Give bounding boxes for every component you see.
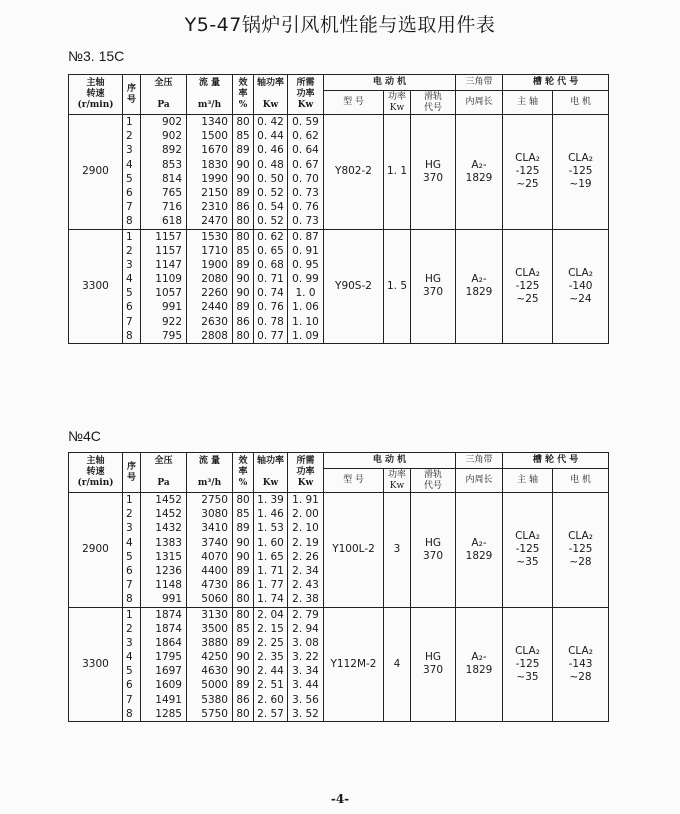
required-power-list-value: 0. 87 [292, 230, 319, 243]
shaft-power-list-value: 0. 42 [257, 116, 284, 128]
pressure-list-value: 1285 [155, 707, 182, 720]
efficiency-list-value: 80 [236, 593, 250, 606]
efficiency-list-value: 85 [236, 622, 250, 635]
table-row [69, 607, 609, 722]
shaft-power-list-value: 1. 39 [257, 494, 284, 506]
required-power-list-value: 3. 08 [292, 636, 319, 649]
required-power-list-value: 1. 09 [292, 329, 319, 342]
flow-list-value: 1500 [201, 130, 228, 143]
pressure-list-value: 922 [161, 315, 182, 328]
header-rail: 滑轨 代号 [411, 469, 456, 493]
speed-cell: 3300 [69, 607, 123, 722]
efficiency-list-value: 89 [236, 144, 250, 157]
pressure-list-value: 1236 [155, 564, 182, 577]
seq-list-value: 2 [126, 130, 133, 143]
required-power-list-value: 1. 0 [295, 287, 316, 300]
pressure-list [141, 493, 187, 608]
required-power-list-value: 3. 22 [292, 651, 319, 664]
shaft-power-list-value: 2. 60 [257, 693, 284, 706]
header-belt: 三角带 [456, 75, 503, 91]
speed-cell: 3300 [69, 229, 123, 344]
efficiency-list-value: 80 [236, 116, 250, 128]
efficiency-list-value: 85 [236, 130, 250, 143]
efficiency-list-value: 90 [236, 651, 250, 664]
pressure-list [141, 607, 187, 722]
shaft-power-list-value: 1. 46 [257, 508, 284, 521]
header-shaft-power: 轴功率 Kw [254, 75, 288, 115]
table-row [69, 115, 609, 230]
header-pressure: 全压 Pa [141, 453, 187, 493]
efficiency-list-value: 80 [236, 494, 250, 506]
shaft-power-list-value: 0. 77 [257, 329, 284, 342]
seq-list-value: 8 [126, 329, 133, 342]
required-power-list [288, 229, 324, 344]
shaft-power-list-value: 0. 74 [257, 287, 284, 300]
efficiency-list-value: 80 [236, 215, 250, 228]
required-power-list-value: 3. 52 [292, 707, 319, 720]
efficiency-list [233, 607, 254, 722]
flow-list-value: 1830 [201, 158, 228, 171]
required-power-list-value: 3. 56 [292, 693, 319, 706]
shaft-power-list-value: 1. 53 [257, 522, 284, 535]
shaft-power-list-value: 0. 76 [257, 301, 284, 314]
required-power-list-value: 2. 10 [292, 522, 319, 535]
header-flow: 流 量 m³/h [187, 453, 233, 493]
flow-list-value: 3740 [201, 536, 228, 549]
shaft-power-list [254, 229, 288, 344]
flow-list-value: 5000 [201, 679, 228, 692]
header-motor-group: 电 动 机 [324, 453, 456, 469]
performance-table [68, 452, 609, 722]
shaft-power-list-value: 1. 74 [257, 593, 284, 606]
header-motor-power: 功率 Kw [384, 91, 411, 115]
shaft-power-list-value: 2. 25 [257, 636, 284, 649]
efficiency-list-value: 90 [236, 172, 250, 185]
flow-list [187, 493, 233, 608]
pressure-list-value: 1432 [155, 522, 182, 535]
pulley-main-cell: CLA₂ -125 ~35 [503, 493, 553, 608]
required-power-list-value: 3. 34 [292, 665, 319, 678]
belt-length-cell: A₂- 1829 [456, 229, 503, 344]
motor-model-cell: Y802-2 [324, 115, 384, 230]
seq-list-value: 5 [126, 172, 133, 185]
required-power-list-value: 0. 95 [292, 258, 319, 271]
flow-list [187, 115, 233, 230]
flow-list-value: 5060 [201, 593, 228, 606]
pressure-list-value: 1383 [155, 536, 182, 549]
efficiency-list-value: 80 [236, 230, 250, 243]
required-power-list-value: 3. 44 [292, 679, 319, 692]
pressure-list-value: 1315 [155, 550, 182, 563]
seq-list-value: 5 [126, 550, 133, 563]
flow-list-value: 4630 [201, 665, 228, 678]
seq-list-value: 2 [126, 244, 133, 257]
header-belt: 三角带 [456, 453, 503, 469]
required-power-list-value: 2. 94 [292, 622, 319, 635]
flow-list-value: 5750 [201, 707, 228, 720]
pressure-list-value: 902 [161, 116, 182, 128]
efficiency-list [233, 115, 254, 230]
efficiency-list-value: 90 [236, 287, 250, 300]
seq-list-value: 4 [126, 158, 133, 171]
flow-list-value: 2808 [201, 329, 228, 342]
pressure-list-value: 814 [161, 172, 182, 185]
flow-list [187, 607, 233, 722]
efficiency-list-value: 89 [236, 258, 250, 271]
shaft-power-list-value: 0. 50 [257, 172, 284, 185]
pressure-list-value: 991 [161, 301, 182, 314]
shaft-power-list-value: 0. 65 [257, 244, 284, 257]
header-required-power: 所需 功率 Kw [288, 453, 324, 493]
flow-list-value: 5380 [201, 693, 228, 706]
required-power-list-value: 0. 62 [292, 130, 319, 143]
required-power-list-value: 0. 91 [292, 244, 319, 257]
pulley-main-cell: CLA₂ -125 ~35 [503, 607, 553, 722]
required-power-list-value: 2. 26 [292, 550, 319, 563]
motor-model-cell: Y100L-2 [324, 493, 384, 608]
efficiency-list-value: 89 [236, 301, 250, 314]
efficiency-list-value: 80 [236, 707, 250, 720]
seq-list-value: 5 [126, 287, 133, 300]
efficiency-list-value: 86 [236, 579, 250, 592]
pressure-list-value: 795 [161, 329, 182, 342]
seq-list-value: 7 [126, 579, 133, 592]
header-seq: 序 号 [123, 453, 141, 493]
pressure-list-value: 1452 [155, 494, 182, 506]
shaft-power-list-value: 0. 46 [257, 144, 284, 157]
pressure-list-value: 1452 [155, 508, 182, 521]
header-motor-group: 电 动 机 [324, 75, 456, 91]
belt-length-cell: A₂- 1829 [456, 607, 503, 722]
required-power-list-value: 0. 70 [292, 172, 319, 185]
efficiency-list-value: 86 [236, 315, 250, 328]
required-power-list-value: 2. 43 [292, 579, 319, 592]
flow-list-value: 3500 [201, 622, 228, 635]
flow-list-value: 3130 [201, 608, 228, 621]
seq-list-value: 1 [126, 494, 133, 506]
pressure-list-value: 853 [161, 158, 182, 171]
shaft-power-list-value: 0. 62 [257, 230, 284, 243]
motor-power-cell: 4 [384, 607, 411, 722]
seq-list-value: 7 [126, 693, 133, 706]
header-belt-length: 内周长 [456, 469, 503, 493]
pressure-list-value: 1109 [155, 273, 182, 286]
seq-list-value: 4 [126, 536, 133, 549]
seq-list [123, 607, 141, 722]
pressure-list [141, 229, 187, 344]
shaft-power-list-value: 1. 71 [257, 564, 284, 577]
required-power-list-value: 1. 91 [292, 494, 319, 506]
efficiency-list-value: 86 [236, 693, 250, 706]
header-speed: 主轴 转速 (r/min) [69, 453, 123, 493]
required-power-list-value: 2. 34 [292, 564, 319, 577]
flow-list-value: 2080 [201, 273, 228, 286]
efficiency-list-value: 85 [236, 244, 250, 257]
header-pulley-main: 主 轴 [503, 91, 553, 115]
pressure-list-value: 1157 [155, 244, 182, 257]
flow-list-value: 2260 [201, 287, 228, 300]
efficiency-list-value: 85 [236, 508, 250, 521]
header-pulley-motor: 电 机 [553, 469, 609, 493]
required-power-list-value: 0. 99 [292, 273, 319, 286]
seq-list-value: 3 [126, 522, 133, 535]
seq-list-value: 5 [126, 665, 133, 678]
seq-list [123, 493, 141, 608]
seq-list-value: 8 [126, 593, 133, 606]
header-rail: 滑轨 代号 [411, 91, 456, 115]
required-power-list-value: 2. 19 [292, 536, 319, 549]
pressure-list-value: 716 [161, 201, 182, 214]
shaft-power-list-value: 1. 60 [257, 536, 284, 549]
flow-list-value: 1340 [201, 116, 228, 128]
motor-model-cell: Y90S-2 [324, 229, 384, 344]
shaft-power-list [254, 607, 288, 722]
shaft-power-list [254, 115, 288, 230]
pressure-list-value: 1874 [155, 608, 182, 621]
motor-power-cell: 1. 5 [384, 229, 411, 344]
header-efficiency: 效 率 % [233, 453, 254, 493]
pressure-list-value: 1795 [155, 651, 182, 664]
flow-list-value: 2440 [201, 301, 228, 314]
pressure-list [141, 115, 187, 230]
shaft-power-list-value: 0. 44 [257, 130, 284, 143]
header-pulley-main: 主 轴 [503, 469, 553, 493]
flow-list-value: 2310 [201, 201, 228, 214]
efficiency-list [233, 229, 254, 344]
efficiency-list [233, 493, 254, 608]
header-shaft-power: 轴功率 Kw [254, 453, 288, 493]
rail-code-cell: HG 370 [411, 115, 456, 230]
flow-list-value: 3410 [201, 522, 228, 535]
pressure-list-value: 618 [161, 215, 182, 228]
pressure-list-value: 1874 [155, 622, 182, 635]
seq-list-value: 6 [126, 186, 133, 199]
required-power-list-value: 2. 79 [292, 608, 319, 621]
shaft-power-list-value: 2. 44 [257, 665, 284, 678]
header-model: 型 号 [324, 91, 384, 115]
shaft-power-list-value: 1. 77 [257, 579, 284, 592]
pressure-list-value: 1147 [155, 258, 182, 271]
pressure-list-value: 991 [161, 593, 182, 606]
flow-list-value: 2150 [201, 186, 228, 199]
rail-code-cell: HG 370 [411, 229, 456, 344]
section-label: №4C [68, 428, 101, 444]
efficiency-list-value: 89 [236, 564, 250, 577]
flow-list-value: 4400 [201, 564, 228, 577]
efficiency-list-value: 90 [236, 158, 250, 171]
pressure-list-value: 902 [161, 130, 182, 143]
shaft-power-list-value: 0. 52 [257, 186, 284, 199]
required-power-list-value: 0. 76 [292, 201, 319, 214]
pulley-motor-cell: CLA₂ -125 ~28 [553, 493, 609, 608]
flow-list-value: 4070 [201, 550, 228, 563]
flow-list [187, 229, 233, 344]
efficiency-list-value: 89 [236, 522, 250, 535]
seq-list-value: 2 [126, 508, 133, 521]
seq-list-value: 6 [126, 301, 133, 314]
seq-list-value: 6 [126, 564, 133, 577]
seq-list-value: 8 [126, 707, 133, 720]
required-power-list-value: 2. 00 [292, 508, 319, 521]
shaft-power-list-value: 0. 48 [257, 158, 284, 171]
shaft-power-list-value: 2. 51 [257, 679, 284, 692]
efficiency-list-value: 90 [236, 536, 250, 549]
header-pulley-motor: 电 机 [553, 91, 609, 115]
flow-list-value: 2630 [201, 315, 228, 328]
seq-list-value: 1 [126, 116, 133, 128]
header-seq: 序 号 [123, 75, 141, 115]
required-power-list-value: 1. 06 [292, 301, 319, 314]
pulley-motor-cell: CLA₂ -140 ~24 [553, 229, 609, 344]
seq-list-value: 2 [126, 622, 133, 635]
flow-list-value: 1710 [201, 244, 228, 257]
seq-list-value: 1 [126, 230, 133, 243]
shaft-power-list-value: 1. 65 [257, 550, 284, 563]
shaft-power-list-value: 0. 52 [257, 215, 284, 228]
seq-list-value: 8 [126, 215, 133, 228]
shaft-power-list-value: 2. 04 [257, 608, 284, 621]
required-power-list-value: 0. 73 [292, 186, 319, 199]
pressure-list-value: 765 [161, 186, 182, 199]
pressure-list-value: 1697 [155, 665, 182, 678]
efficiency-list-value: 80 [236, 329, 250, 342]
required-power-list-value: 0. 67 [292, 158, 319, 171]
table-row [69, 493, 609, 608]
belt-length-cell: A₂- 1829 [456, 115, 503, 230]
efficiency-list-value: 90 [236, 273, 250, 286]
pressure-list-value: 1491 [155, 693, 182, 706]
required-power-list-value: 2. 38 [292, 593, 319, 606]
flow-list-value: 1900 [201, 258, 228, 271]
pressure-list-value: 1057 [155, 287, 182, 300]
efficiency-list-value: 90 [236, 665, 250, 678]
seq-list [123, 115, 141, 230]
seq-list-value: 3 [126, 144, 133, 157]
flow-list-value: 3880 [201, 636, 228, 649]
header-required-power: 所需 功率 Kw [288, 75, 324, 115]
motor-model-cell: Y112M-2 [324, 607, 384, 722]
header-speed: 主轴 转速 (r/min) [69, 75, 123, 115]
seq-list-value: 3 [126, 258, 133, 271]
efficiency-list-value: 90 [236, 550, 250, 563]
seq-list-value: 4 [126, 651, 133, 664]
shaft-power-list-value: 0. 68 [257, 258, 284, 271]
flow-list-value: 3080 [201, 508, 228, 521]
shaft-power-list-value: 0. 71 [257, 273, 284, 286]
efficiency-list-value: 89 [236, 679, 250, 692]
pressure-list-value: 1157 [155, 230, 182, 243]
shaft-power-list-value: 2. 35 [257, 651, 284, 664]
required-power-list-value: 0. 59 [292, 116, 319, 128]
shaft-power-list [254, 493, 288, 608]
required-power-list-value: 1. 10 [292, 315, 319, 328]
seq-list [123, 229, 141, 344]
seq-list-value: 1 [126, 608, 133, 621]
speed-cell: 2900 [69, 493, 123, 608]
header-model: 型 号 [324, 469, 384, 493]
pressure-list-value: 1609 [155, 679, 182, 692]
required-power-list-value: 0. 73 [292, 215, 319, 228]
efficiency-list-value: 89 [236, 636, 250, 649]
efficiency-list-value: 89 [236, 186, 250, 199]
header-flow: 流 量 m³/h [187, 75, 233, 115]
section-label: №3. 15C [68, 48, 125, 64]
speed-cell: 2900 [69, 115, 123, 230]
flow-list-value: 2750 [201, 494, 228, 506]
motor-power-cell: 3 [384, 493, 411, 608]
page-number: -4- [330, 792, 350, 806]
pulley-motor-cell: CLA₂ -143 ~28 [553, 607, 609, 722]
performance-table [68, 74, 609, 344]
flow-list-value: 1990 [201, 172, 228, 185]
required-power-list [288, 115, 324, 230]
seq-list-value: 7 [126, 201, 133, 214]
pulley-motor-cell: CLA₂ -125 ~19 [553, 115, 609, 230]
efficiency-list-value: 80 [236, 608, 250, 621]
required-power-list [288, 493, 324, 608]
header-motor-power: 功率 Kw [384, 469, 411, 493]
pressure-list-value: 892 [161, 144, 182, 157]
flow-list-value: 4250 [201, 651, 228, 664]
seq-list-value: 7 [126, 315, 133, 328]
header-efficiency: 效 率 % [233, 75, 254, 115]
required-power-list [288, 607, 324, 722]
pulley-main-cell: CLA₂ -125 ~25 [503, 115, 553, 230]
rail-code-cell: HG 370 [411, 607, 456, 722]
flow-list-value: 4730 [201, 579, 228, 592]
shaft-power-list-value: 0. 78 [257, 315, 284, 328]
required-power-list-value: 0. 64 [292, 144, 319, 157]
rail-code-cell: HG 370 [411, 493, 456, 608]
header-belt-length: 内周长 [456, 91, 503, 115]
flow-list-value: 1670 [201, 144, 228, 157]
header-pulley-group: 槽 轮 代 号 [503, 75, 609, 91]
table-row [69, 229, 609, 344]
pulley-main-cell: CLA₂ -125 ~25 [503, 229, 553, 344]
shaft-power-list-value: 2. 15 [257, 622, 284, 635]
seq-list-value: 6 [126, 679, 133, 692]
seq-list-value: 3 [126, 636, 133, 649]
header-pulley-group: 槽 轮 代 号 [503, 453, 609, 469]
flow-list-value: 1530 [201, 230, 228, 243]
header-pressure: 全压 Pa [141, 75, 187, 115]
pressure-list-value: 1864 [155, 636, 182, 649]
seq-list-value: 4 [126, 273, 133, 286]
flow-list-value: 2470 [201, 215, 228, 228]
pressure-list-value: 1148 [155, 579, 182, 592]
page-title: Y5-47锅炉引风机性能与选取用件表 [184, 14, 496, 36]
belt-length-cell: A₂- 1829 [456, 493, 503, 608]
efficiency-list-value: 86 [236, 201, 250, 214]
shaft-power-list-value: 2. 57 [257, 707, 284, 720]
motor-power-cell: 1. 1 [384, 115, 411, 230]
shaft-power-list-value: 0. 54 [257, 201, 284, 214]
